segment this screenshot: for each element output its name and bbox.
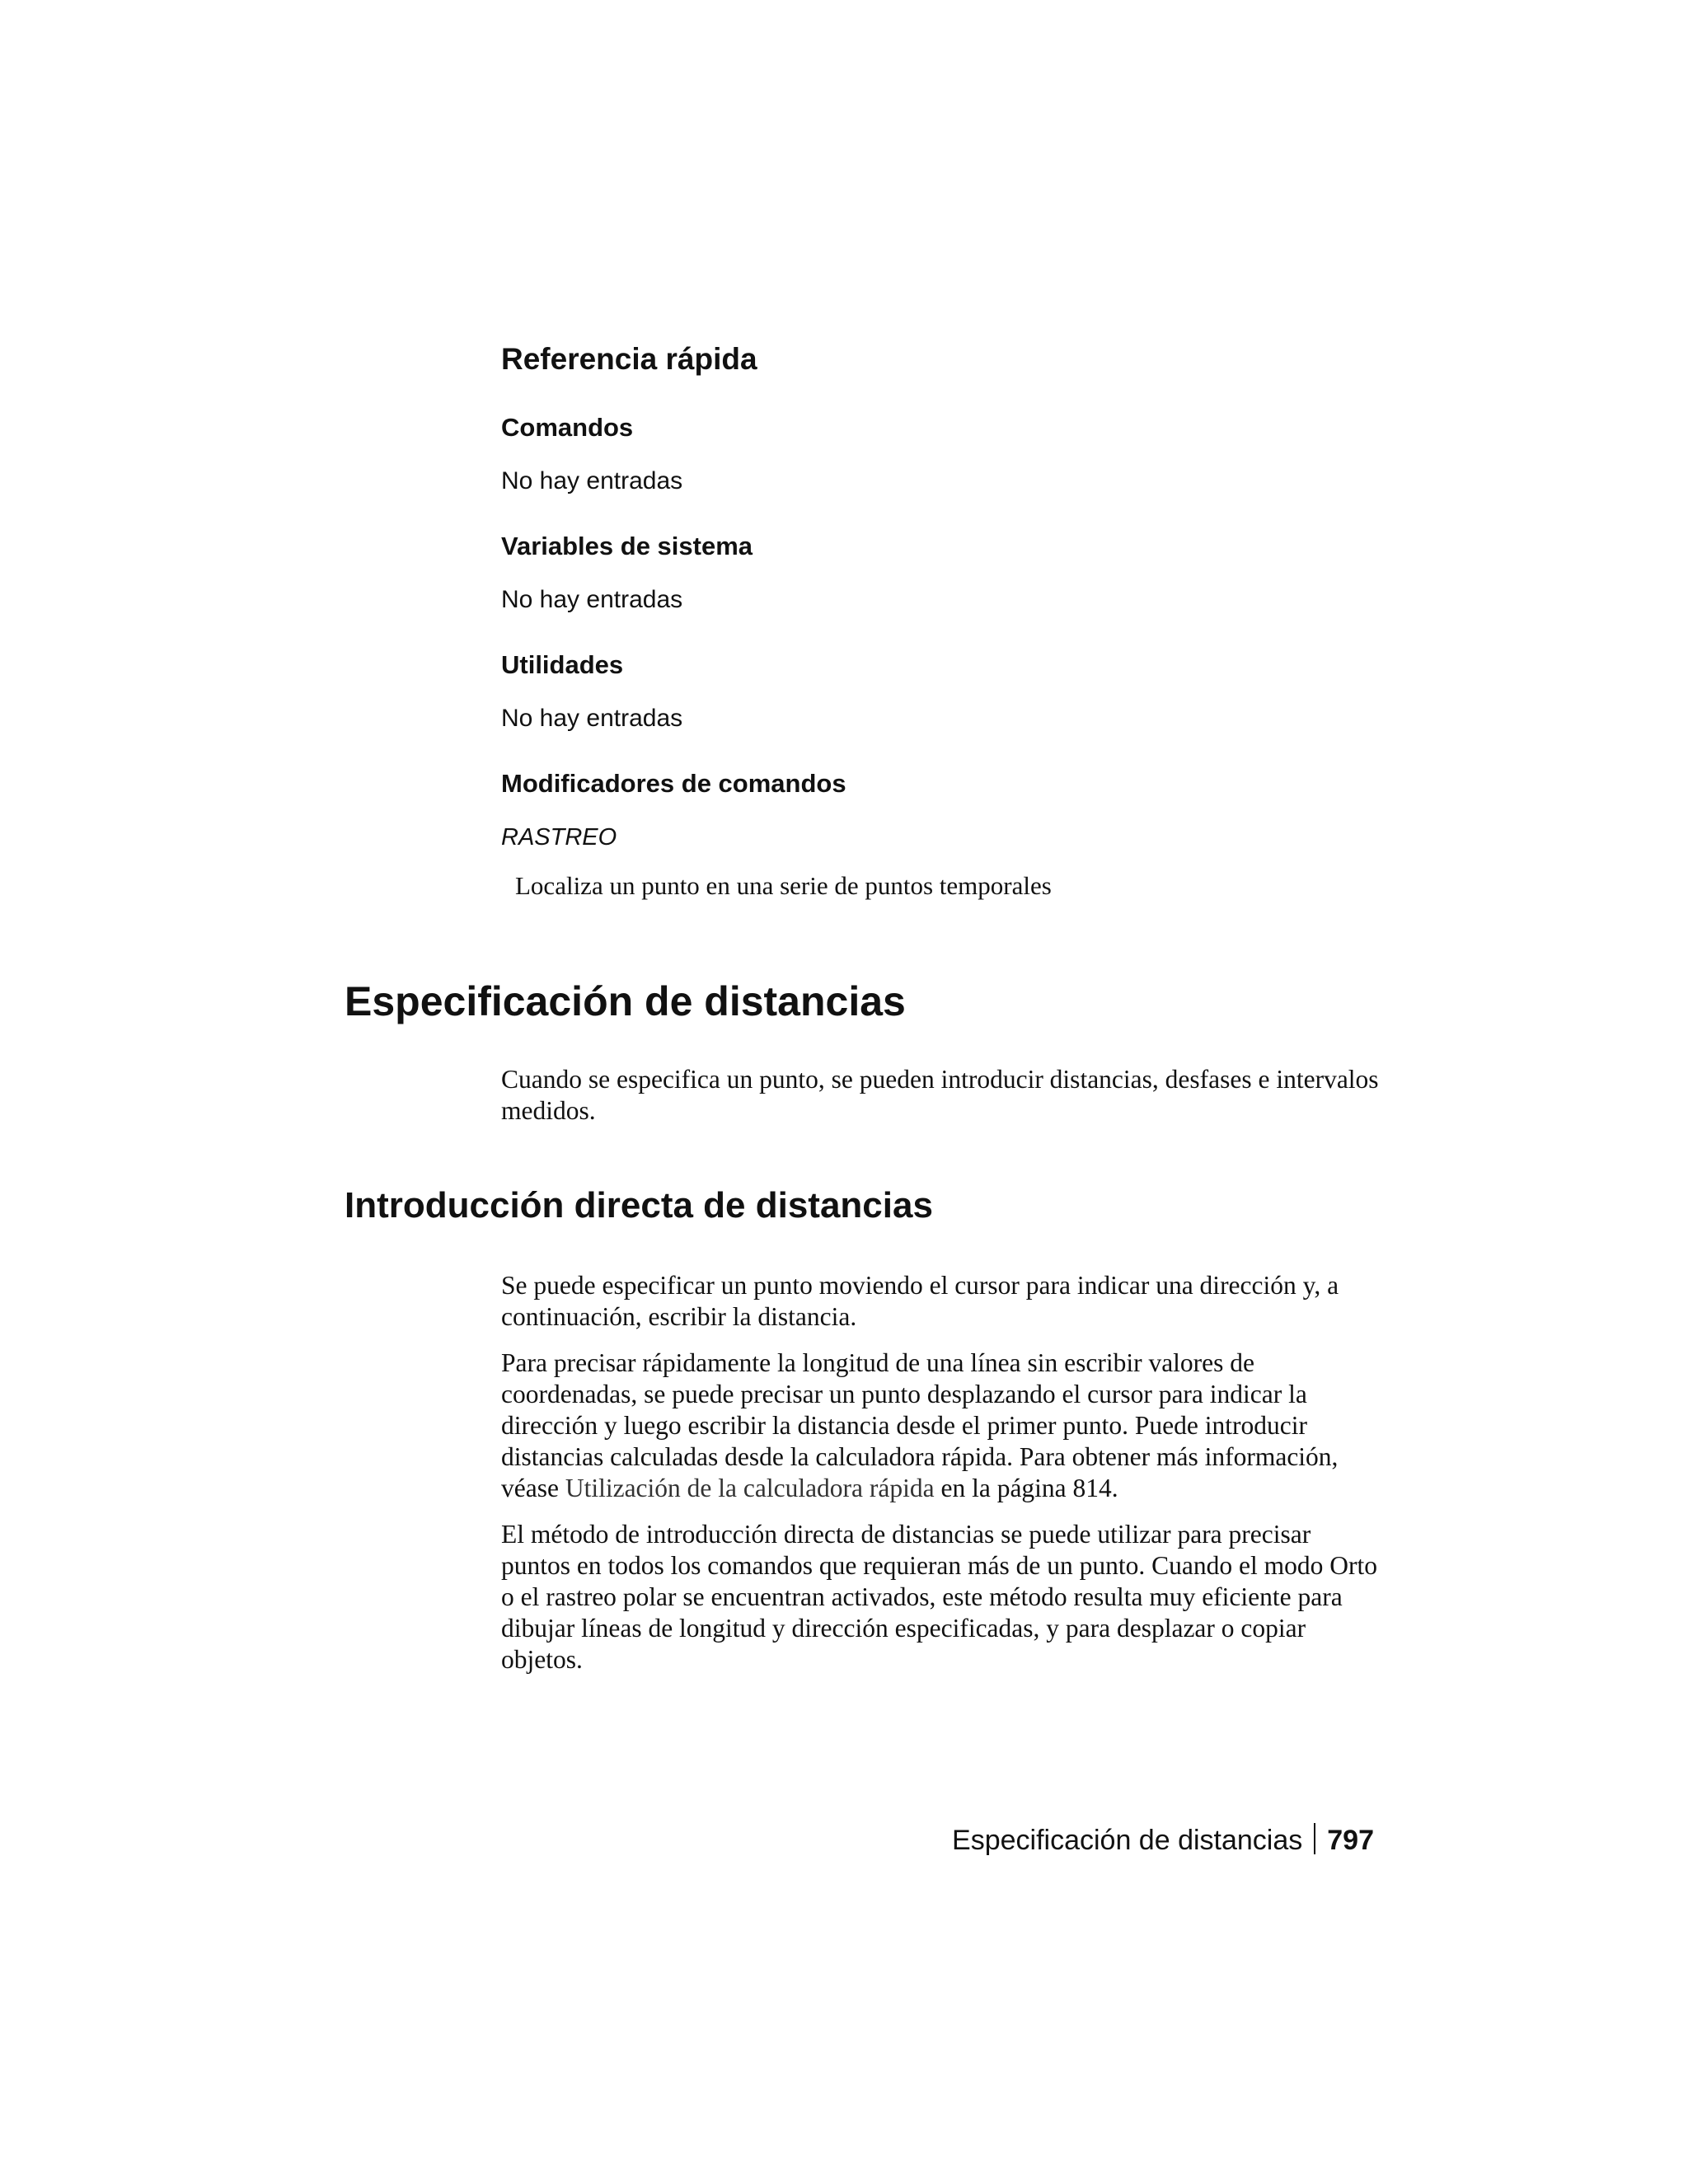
footer-section-title: Especificación de distancias xyxy=(952,1825,1303,1856)
utilities-text: No hay entradas xyxy=(501,705,683,732)
direct-paragraph-2-before: Para precisar rápidamente la longitud de una línea sin escribir valores de coordenadas, se puede precisar un punto desplazando el cursor para indicar la dirección y luego escribir la distancia desde el primer punto. Puede introducir distancias calculadas desde la calculadora rápida. Para obtener más información, véase xyxy=(501,1348,1339,1502)
modifier-description: Localiza un punto en una serie de puntos temporales xyxy=(515,871,1052,900)
quick-reference-title: Referencia rápida xyxy=(501,342,757,376)
section-intro xyxy=(501,1064,1383,1141)
page-footer xyxy=(952,1822,1374,1858)
intro-paragraph: Cuando se especifica un punto, se pueden introducir distancias, desfases e intervalos medidos. xyxy=(501,1065,1379,1125)
page-number: 797 xyxy=(1327,1825,1374,1856)
direct-paragraph-3: El método de introducción directa de distancias se puede utilizar para precisar puntos en todos los comandos que requieran más de un punto. Cuando el modo Orto o el rastreo polar se encuentran activados, este método resulta muy eficiente para dibujar líneas de longitud y dirección especificadas, y para desplazar o copiar objetos. xyxy=(501,1520,1377,1674)
section-direct-distance xyxy=(501,1270,1383,1690)
section-title-especificacion: Especificación de distancias xyxy=(345,978,906,1024)
quick-reference xyxy=(501,341,1375,902)
command-modifiers-heading: Modificadores de comandos xyxy=(501,769,846,798)
direct-paragraph-1: Se puede especificar un punto moviendo el cursor para indicar una dirección y, a continuación, escribir la distancia. xyxy=(501,1271,1339,1331)
commands-heading: Comandos xyxy=(501,413,634,442)
footer-divider xyxy=(1314,1823,1315,1854)
section-title-introduccion-directa: Introducción directa de distancias xyxy=(345,1185,933,1226)
direct-paragraph-2-after: en la página 814. xyxy=(934,1474,1118,1502)
system-variables-text: No hay entradas xyxy=(501,586,683,613)
utilities-heading: Utilidades xyxy=(501,650,624,679)
system-variables-heading: Variables de sistema xyxy=(501,532,753,560)
modifier-name: RASTREO xyxy=(501,824,617,851)
calculator-link[interactable]: Utilización de la calculadora rápida xyxy=(565,1474,935,1502)
commands-text: No hay entradas xyxy=(501,467,683,494)
direct-paragraph-2 xyxy=(501,1347,1383,1504)
